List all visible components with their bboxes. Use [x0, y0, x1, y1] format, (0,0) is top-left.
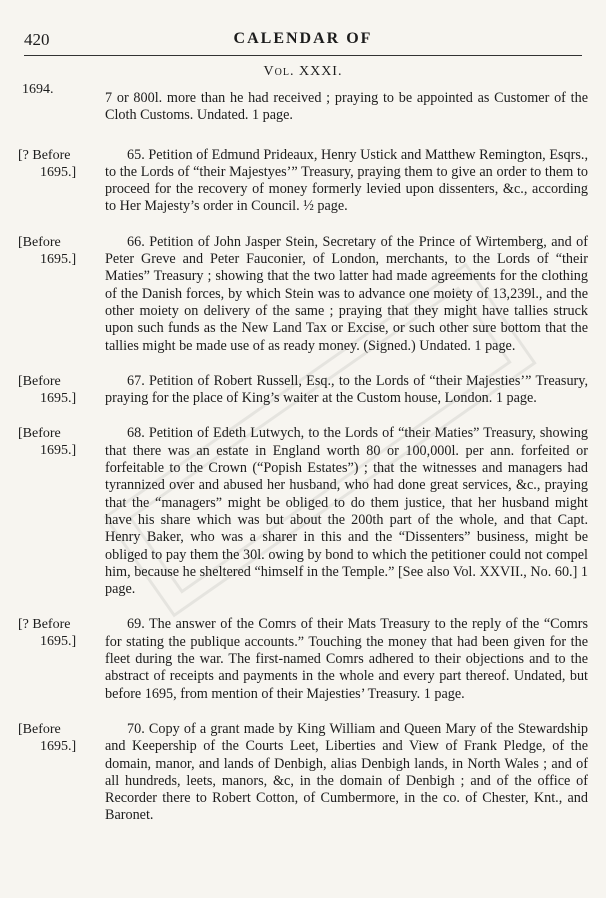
list-item [18, 616, 588, 702]
entry-text: 68. Petition of Edeth Lutwych, to the Lords of “their Maties” Treasury, showing that there was an estate in England worth 80 or 100,000l. per ann. forfeited or forfeitable to the Crown (“Popish Estates”) ; that the witnesses and managers had tyrannized over and abused her husband, who had done great services, &c., praying that the “managers” might be obliged to do them justice, that her husband might have his share which was but about the 200th part of the whole, and that Capt. Henry Baker, who was a sharer in this and the “Dissenters” business, might be obliged to pay them the 30l. owing by bond to which the petitioner could not compel him, because he sheltered “himself in the Temple.” [See also Vol. XXVII., No. 60.] 1 page. [105, 425, 588, 598]
list-item [18, 373, 588, 408]
entries-list [18, 90, 588, 843]
entry-text: 66. Petition of John Jasper Stein, Secretary of the Prince of Wirtemberg, and of Peter Greve and Peter Fauconier, of London, merchants, to the Lords of “their Maties” Treasury ; showing that the two latter had made agreements for the clothing of the Danish forces, by which Stein was to advance one moiety of 13,239l., and the other moiety on delivery of the same ; praying that they might have tallies struck upon such funds as the New Land Tax or Excise, or such other sure bottom that the tallies might be made use of as ready money. (Signed.) Undated. 1 page. [105, 233, 588, 354]
list-item [18, 90, 588, 125]
margin-year: 1694. [22, 82, 54, 97]
list-item [18, 721, 588, 825]
list-item [18, 425, 588, 598]
list-item [18, 234, 588, 355]
entry-text: 70. Copy of a grant made by King William and Queen Mary of the Stewardship and Keepership of the Courts Leet, Liberties and View of Frank Pledge, of the domain, manor, and lands of Denbigh, alias Denbigh lands, in North Wales ; and of all hundreds, leets, manors, &c, in the domain of Denbigh ; and of the office of Recorder there to Robert Cotton, of Cumbermore, in the co. of Chester, Knt., and Baronet. [105, 720, 588, 824]
header-rule [24, 55, 582, 56]
entry-text: 67. Petition of Robert Russell, Esq., to the Lords of “their Majesties’” Treasury, praying for the place of King’s waiter at the Custom house, London. 1 page. [105, 372, 588, 407]
list-item [18, 147, 588, 216]
entry-text: 65. Petition of Edmund Prideaux, Henry Ustick and Matthew Remington, Esqrs., to the Lords of “their Majestyes’” Treasury, praying them to give an order to them to proceed for the recovery of money formerly levied upon dissenters, &c., according to Her Majesty’s order in Council. ½ page. [105, 146, 588, 215]
page-header [24, 30, 582, 52]
running-title: CALENDAR OF [233, 30, 373, 47]
entry-text: 69. The answer of the Comrs of their Mats Treasury to the reply of the “Comrs for stating the publique accounts.” Touching the money that had been given for the fleet during the war. The first-named Comrs adhered to their objections and to the abstract of receipts and payments in the whole and every part thereof. Undated, but before 1695, from mention of their Majesties’ Treasury. 1 page. [105, 616, 588, 702]
entry-date: [Before 1695.] [18, 721, 77, 754]
volume-heading: Vol. XXXI. [263, 64, 343, 79]
page-number: 420 [24, 30, 50, 49]
entry-text: 7 or 800l. more than he had received ; praying to be appointed as Customer of the Cloth Customs. Undated. 1 page. [105, 90, 588, 124]
entry-date: [Before 1695.] [18, 373, 77, 406]
entry-date: [? Before 1695.] [18, 617, 77, 650]
entry-date: [? Before 1695.] [18, 147, 77, 180]
entry-date: [Before 1695.] [18, 426, 77, 459]
entry-date: [Before 1695.] [18, 234, 77, 267]
